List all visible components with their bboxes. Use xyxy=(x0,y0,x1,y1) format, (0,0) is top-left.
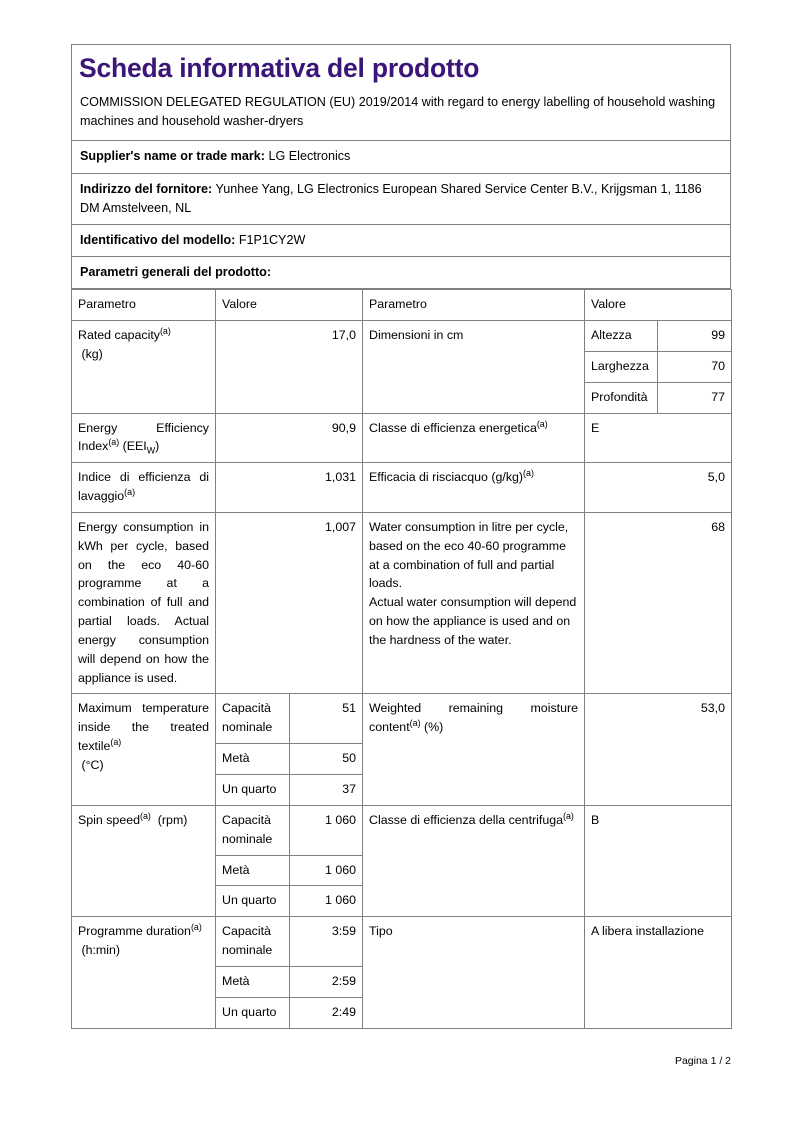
table-row xyxy=(72,320,732,413)
load-item xyxy=(216,855,362,886)
load-name: Capacità nominale xyxy=(216,694,289,743)
table-row xyxy=(72,694,732,805)
eei-subscript: W xyxy=(146,445,156,456)
product-information-sheet xyxy=(71,44,731,1029)
load-value: 2:49 xyxy=(289,997,362,1027)
page-footer: Pagina 1 / 2 xyxy=(674,1055,731,1067)
load-name: Un quarto xyxy=(216,886,289,916)
load-value: 1 060 xyxy=(289,886,362,916)
dimension-value: 70 xyxy=(657,351,731,382)
load-value: 37 xyxy=(289,775,362,805)
spin-class-label-text: Classe di efficienza della centrifuga xyxy=(369,812,564,827)
load-item xyxy=(216,966,362,997)
model-cell xyxy=(72,224,731,256)
eei-value: 90,9 xyxy=(216,413,363,463)
load-value: 1 060 xyxy=(324,812,356,827)
section-cell xyxy=(72,256,731,288)
load-item xyxy=(216,694,362,743)
dimension-value: 77 xyxy=(657,382,731,412)
load-item xyxy=(216,917,362,966)
max-temperature-values xyxy=(216,694,363,805)
type-value: A libera installazione xyxy=(585,917,732,1028)
supplier-row xyxy=(72,141,731,173)
spin-speed-label xyxy=(72,805,216,916)
page-title: Scheda informativa del prodotto xyxy=(79,53,480,83)
load-item xyxy=(216,997,362,1027)
footnote-marker: (a) xyxy=(124,486,136,497)
footnote-marker: (a) xyxy=(190,922,202,933)
energy-class-value: E xyxy=(585,413,732,463)
load-name: Un quarto xyxy=(216,997,289,1027)
section-row xyxy=(72,256,731,288)
max-temperature-unit: (°C) xyxy=(81,758,104,772)
model-label: Identificativo del modello: xyxy=(80,232,236,247)
address-label: Indirizzo del fornitore: xyxy=(80,181,213,196)
parameters-table xyxy=(71,289,732,1028)
moisture-content-unit: (%) xyxy=(424,720,444,735)
programme-duration-values xyxy=(216,917,363,1028)
max-temperature-label xyxy=(72,694,216,805)
rated-capacity-value: 17,0 xyxy=(216,320,363,413)
type-label: Tipo xyxy=(363,917,585,1028)
load-value: 50 xyxy=(289,744,362,775)
programme-duration-unit: (h:min) xyxy=(81,943,121,958)
programme-duration-label xyxy=(72,917,216,1028)
dimension-item xyxy=(585,321,731,351)
energy-class-label-text: Classe di efficienza energetica xyxy=(369,420,537,435)
address-value: Yunhee Yang, LG Electronics European Shared Service Center B.V., Krijgsman 1, 1186 DM Amstelveen, NL xyxy=(80,181,702,215)
load-name: Capacità nominale xyxy=(216,917,289,966)
load-item xyxy=(216,886,362,916)
table-row xyxy=(72,413,732,463)
header-parametro-1: Parametro xyxy=(72,290,216,321)
supplier-line xyxy=(72,141,730,172)
model-value: F1P1CY2W xyxy=(238,232,306,247)
spin-class-value: B xyxy=(585,805,732,916)
dimension-value: 99 xyxy=(711,327,725,342)
supplier-cell xyxy=(72,141,731,173)
energy-consumption-label: Energy consumption in kWh per cycle, based on the eco 40-60 programme at a combination of full and partial loads. Actual energy consumption will depend on how the appliance is used. xyxy=(72,512,216,694)
model-row xyxy=(72,224,731,256)
rated-capacity-unit: (kg) xyxy=(81,346,103,361)
dimensions-values xyxy=(585,320,732,413)
dimensions-label: Dimensioni in cm xyxy=(363,320,585,413)
footnote-marker: (a) xyxy=(523,468,534,479)
supplier-value: LG Electronics xyxy=(268,149,351,164)
load-item xyxy=(216,775,362,805)
energy-consumption-value: 1,007 xyxy=(216,512,363,694)
max-temperature-split xyxy=(216,694,362,804)
model-line xyxy=(72,225,730,256)
rated-capacity-label xyxy=(72,320,216,413)
load-name: Metà xyxy=(216,966,289,997)
spin-class-label xyxy=(363,805,585,916)
max-temperature-label-text: Maximum temperature inside the treated textile xyxy=(78,701,209,754)
table-row xyxy=(72,917,732,1028)
eei-label-text: Energy Efficiency Index xyxy=(78,420,209,454)
spin-speed-split xyxy=(216,806,362,916)
load-value: 51 xyxy=(342,701,356,716)
programme-duration-split xyxy=(216,917,362,1027)
wash-efficiency-label xyxy=(72,463,216,513)
dimension-name: Profondità xyxy=(585,382,657,412)
wash-efficiency-value: 1,031 xyxy=(216,463,363,513)
spin-speed-unit: (rpm) xyxy=(157,812,188,827)
eei-unit-close: ) xyxy=(155,439,160,454)
address-cell xyxy=(72,173,731,224)
section-label: Parametri generali del prodotto: xyxy=(80,264,272,279)
dimension-name: Larghezza xyxy=(585,351,657,382)
table-row xyxy=(72,512,732,694)
load-name: Metà xyxy=(216,744,289,775)
moisture-content-label xyxy=(363,694,585,805)
section-line xyxy=(72,257,730,288)
eei-label xyxy=(72,413,216,463)
water-consumption-label xyxy=(363,512,585,694)
spin-speed-label-text: Spin speed xyxy=(78,812,141,827)
regulation-text: COMMISSION DELEGATED REGULATION (EU) 2019/2014 with regard to energy labelling of household washing machines and household washer-dryers xyxy=(80,95,716,129)
load-name: Capacità nominale xyxy=(216,806,289,855)
table-row xyxy=(72,805,732,916)
footnote-marker: (a) xyxy=(563,810,574,821)
footnote-marker: (a) xyxy=(110,737,122,748)
programme-duration-label-text: Programme duration xyxy=(78,924,191,939)
load-value: 2:59 xyxy=(289,966,362,997)
address-row xyxy=(72,173,731,224)
footnote-marker: (a) xyxy=(159,325,171,336)
dimensions-split xyxy=(585,321,731,413)
footnote-marker: (a) xyxy=(108,437,120,448)
header-table xyxy=(71,44,731,289)
load-item xyxy=(216,744,362,775)
footnote-marker: (a) xyxy=(409,718,421,729)
water-consumption-line-2: Actual water consumption will depend on how the appliance is used and on the hardness of the water. xyxy=(369,595,577,647)
dimension-name: Altezza xyxy=(585,321,657,351)
wash-efficiency-label-text: Indice di efficienza di lavaggio xyxy=(78,470,209,504)
load-name: Metà xyxy=(216,855,289,886)
title-row xyxy=(72,45,731,141)
load-name: Un quarto xyxy=(216,775,289,805)
load-value: 3:59 xyxy=(331,924,356,939)
dimension-item xyxy=(585,351,731,382)
header-parametro-2: Parametro xyxy=(363,290,585,321)
rinse-efficiency-value: 5,0 xyxy=(585,463,732,513)
energy-class-label xyxy=(363,413,585,463)
water-consumption-line-1: Water consumption in litre per cycle, based on the eco 40-60 programme at a combination of full and partial loads. xyxy=(369,519,569,591)
header-valore-1: Valore xyxy=(216,290,363,321)
table-header-row xyxy=(72,290,732,321)
moisture-content-label-text: Weighted remaining moisture content xyxy=(369,701,578,735)
dimension-item xyxy=(585,382,731,412)
load-value: 1 060 xyxy=(289,855,362,886)
rinse-efficiency-label xyxy=(363,463,585,513)
title-cell xyxy=(72,45,731,141)
address-line xyxy=(72,174,730,224)
water-consumption-value: 68 xyxy=(585,512,732,694)
load-item xyxy=(216,806,362,855)
spin-speed-values xyxy=(216,805,363,916)
eei-unit-open: (EEI xyxy=(122,439,147,454)
header-valore-2: Valore xyxy=(585,290,732,321)
footnote-marker: (a) xyxy=(536,418,548,429)
table-row xyxy=(72,463,732,513)
footnote-marker: (a) xyxy=(140,810,151,821)
rated-capacity-label-text: Rated capacity xyxy=(78,327,160,342)
moisture-content-value: 53,0 xyxy=(585,694,732,805)
supplier-label: Supplier's name or trade mark: xyxy=(80,149,265,164)
rinse-efficiency-label-text: Efficacia di risciacquo (g/kg) xyxy=(369,470,524,485)
